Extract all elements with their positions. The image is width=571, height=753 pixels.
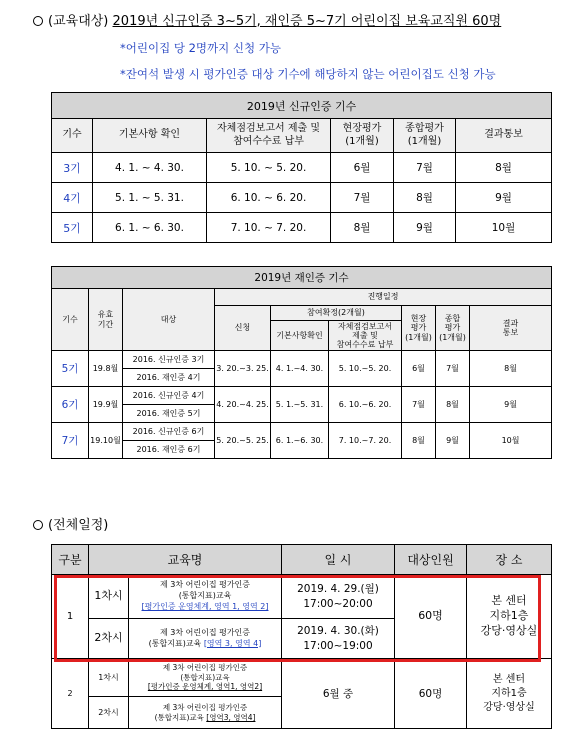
table-row [52, 575, 552, 619]
cell-people: 60명 [395, 659, 467, 729]
header-people: 대상인원 [395, 545, 467, 575]
table-title: 2019년 재인증 기수 [52, 267, 552, 289]
cell: 7. 10. ~ 7. 20. [207, 213, 331, 243]
cell-total: 7월 [436, 351, 470, 387]
header-basic-check: 기본사항 확인 [93, 119, 207, 153]
cell-result: 10월 [470, 423, 552, 459]
cell-gisu: 3기 [52, 153, 93, 183]
header-self-check: 자체점검보고서 제출 및 참여수수료 납부 [329, 321, 402, 351]
cell: 8월 [456, 153, 552, 183]
cell: 6. 1. ~ 6. 30. [93, 213, 207, 243]
cell-period: 19.9월 [89, 387, 123, 423]
circle-bullet-icon [33, 16, 43, 26]
section-education-target [33, 10, 501, 29]
cell-place: 본 센터 지하1층 강당·영상실 [467, 659, 552, 729]
cell-datetime: 2019. 4. 30.(화) 17:00~19:00 [282, 619, 395, 659]
cell-result: 9월 [470, 387, 552, 423]
cell-basic: 6. 1.~6. 30. [271, 423, 329, 459]
cell-gisu: 5기 [52, 213, 93, 243]
cell-session: 1차시 [89, 659, 129, 697]
header-self-check: 자체점검보고서 제출 및 참여수수료 납부 [207, 119, 331, 153]
new-certification-table [51, 92, 552, 243]
table-row [52, 351, 552, 369]
table-title: 2019년 신규인증 기수 [52, 93, 552, 119]
header-result: 결과통보 [456, 119, 552, 153]
header-progress: 진행일정 [215, 289, 552, 306]
cell-division: 2 [52, 659, 89, 729]
header-division: 구분 [52, 545, 89, 575]
cell-total: 8월 [436, 387, 470, 423]
table-row [52, 213, 552, 243]
cell-gisu: 5기 [52, 351, 89, 387]
table-row [52, 387, 552, 405]
cell: 7월 [394, 153, 456, 183]
table-row [52, 659, 552, 697]
table-row [52, 183, 552, 213]
cell-session: 2차시 [89, 697, 129, 729]
cell-apply: 3. 20.~3. 25. [215, 351, 271, 387]
cell-field: 7월 [402, 387, 436, 423]
header-apply: 신청 [215, 306, 271, 351]
header-valid-period: 유효 기간 [89, 289, 123, 351]
cell-field: 8월 [402, 423, 436, 459]
header-place: 장 소 [467, 545, 552, 575]
cell: 8월 [331, 213, 394, 243]
cell-course: 제 3차 어린이집 평가인증 (통합지표)교육 [영역 3, 영역 4] [129, 619, 282, 659]
header-target: 대상 [123, 289, 215, 351]
cell-apply: 5. 20.~5. 25. [215, 423, 271, 459]
cell: 9월 [456, 183, 552, 213]
section-full-schedule [33, 514, 108, 533]
cell-datetime: 2019. 4. 29.(월) 17:00~20:00 [282, 575, 395, 619]
cell-course: 제 3차 어린이집 평가인증 (통합지표)교육 [평가인증 운영체계, 영역 1, 영역 2] [129, 575, 282, 619]
cell-course: 제 3차 어린이집 평가인증 (통합지표)교육 [영역3, 영역4] [129, 697, 282, 729]
header-result: 결과 통보 [470, 306, 552, 351]
cell-target: 2016. 재인증 6기 [123, 441, 215, 459]
header-confirm: 참여확정(2개월) [271, 306, 402, 321]
cell-course: 제 3차 어린이집 평가인증 (통합지표)교육 [평가인증 운영체계, 영역1, 영역2] [129, 659, 282, 697]
cell: 5. 1. ~ 5. 31. [93, 183, 207, 213]
schedule-table [51, 544, 552, 729]
cell-session: 1차시 [89, 575, 129, 619]
header-gisu: 기수 [52, 119, 93, 153]
section-target-text: 2019년 신규인증 3~5기, 재인증 5~7기 어린이집 보육교직원 60명 [112, 14, 502, 29]
cell-gisu: 6기 [52, 387, 89, 423]
cell-apply: 4. 20.~4. 25. [215, 387, 271, 423]
cell-session: 2차시 [89, 619, 129, 659]
header-course-name: 교육명 [89, 545, 282, 575]
cell-gisu: 7기 [52, 423, 89, 459]
cell-basic: 5. 1.~5. 31. [271, 387, 329, 423]
section-prefix: (교육대상) [48, 14, 109, 29]
table-row [52, 423, 552, 441]
header-total-eval: 종합평가 (1개월) [394, 119, 456, 153]
cell-people: 60명 [395, 575, 467, 659]
table-row [52, 153, 552, 183]
note-max-applicants: *어린이집 당 2명까지 신청 가능 [120, 41, 281, 55]
cell-gisu: 4기 [52, 183, 93, 213]
cell: 10월 [456, 213, 552, 243]
header-datetime: 일 시 [282, 545, 395, 575]
cell: 5. 10. ~ 5. 20. [207, 153, 331, 183]
cell: 8월 [394, 183, 456, 213]
header-field-eval: 현장평가 (1개월) [331, 119, 394, 153]
cell-datetime: 6월 중 [282, 659, 395, 729]
cell-result: 8월 [470, 351, 552, 387]
cell: 6. 10. ~ 6. 20. [207, 183, 331, 213]
cell: 9월 [394, 213, 456, 243]
cell-target: 2016. 신규인증 4기 [123, 387, 215, 405]
cell-self: 5. 10.~5. 20. [329, 351, 402, 387]
cell: 4. 1. ~ 4. 30. [93, 153, 207, 183]
cell-target: 2016. 재인증 4기 [123, 369, 215, 387]
recertification-table [51, 266, 552, 459]
note-remaining-seats: *잔여석 발생 시 평가인증 대상 기수에 해당하지 않는 어린이집도 신청 가능 [120, 67, 496, 81]
cell-target: 2016. 신규인증 6기 [123, 423, 215, 441]
cell: 7월 [331, 183, 394, 213]
cell: 6월 [331, 153, 394, 183]
cell-basic: 4. 1.~4. 30. [271, 351, 329, 387]
cell-self: 7. 10.~7. 20. [329, 423, 402, 459]
cell-division: 1 [52, 575, 89, 659]
cell-target: 2016. 재인증 5기 [123, 405, 215, 423]
header-total-eval: 종합 평가 (1개월) [436, 306, 470, 351]
cell-period: 19.8월 [89, 351, 123, 387]
cell-target: 2016. 신규인증 3기 [123, 351, 215, 369]
cell-period: 19.10월 [89, 423, 123, 459]
cell-self: 6. 10.~6. 20. [329, 387, 402, 423]
header-basic-check: 기본사항확인 [271, 321, 329, 351]
cell-place: 본 센터 지하1층 강당·영상실 [467, 575, 552, 659]
cell-total: 9월 [436, 423, 470, 459]
header-gisu: 기수 [52, 289, 89, 351]
cell-field: 6월 [402, 351, 436, 387]
circle-bullet-icon [33, 520, 43, 530]
section-prefix: (전체일정) [48, 518, 109, 533]
header-field-eval: 현장 평가 (1개월) [402, 306, 436, 351]
